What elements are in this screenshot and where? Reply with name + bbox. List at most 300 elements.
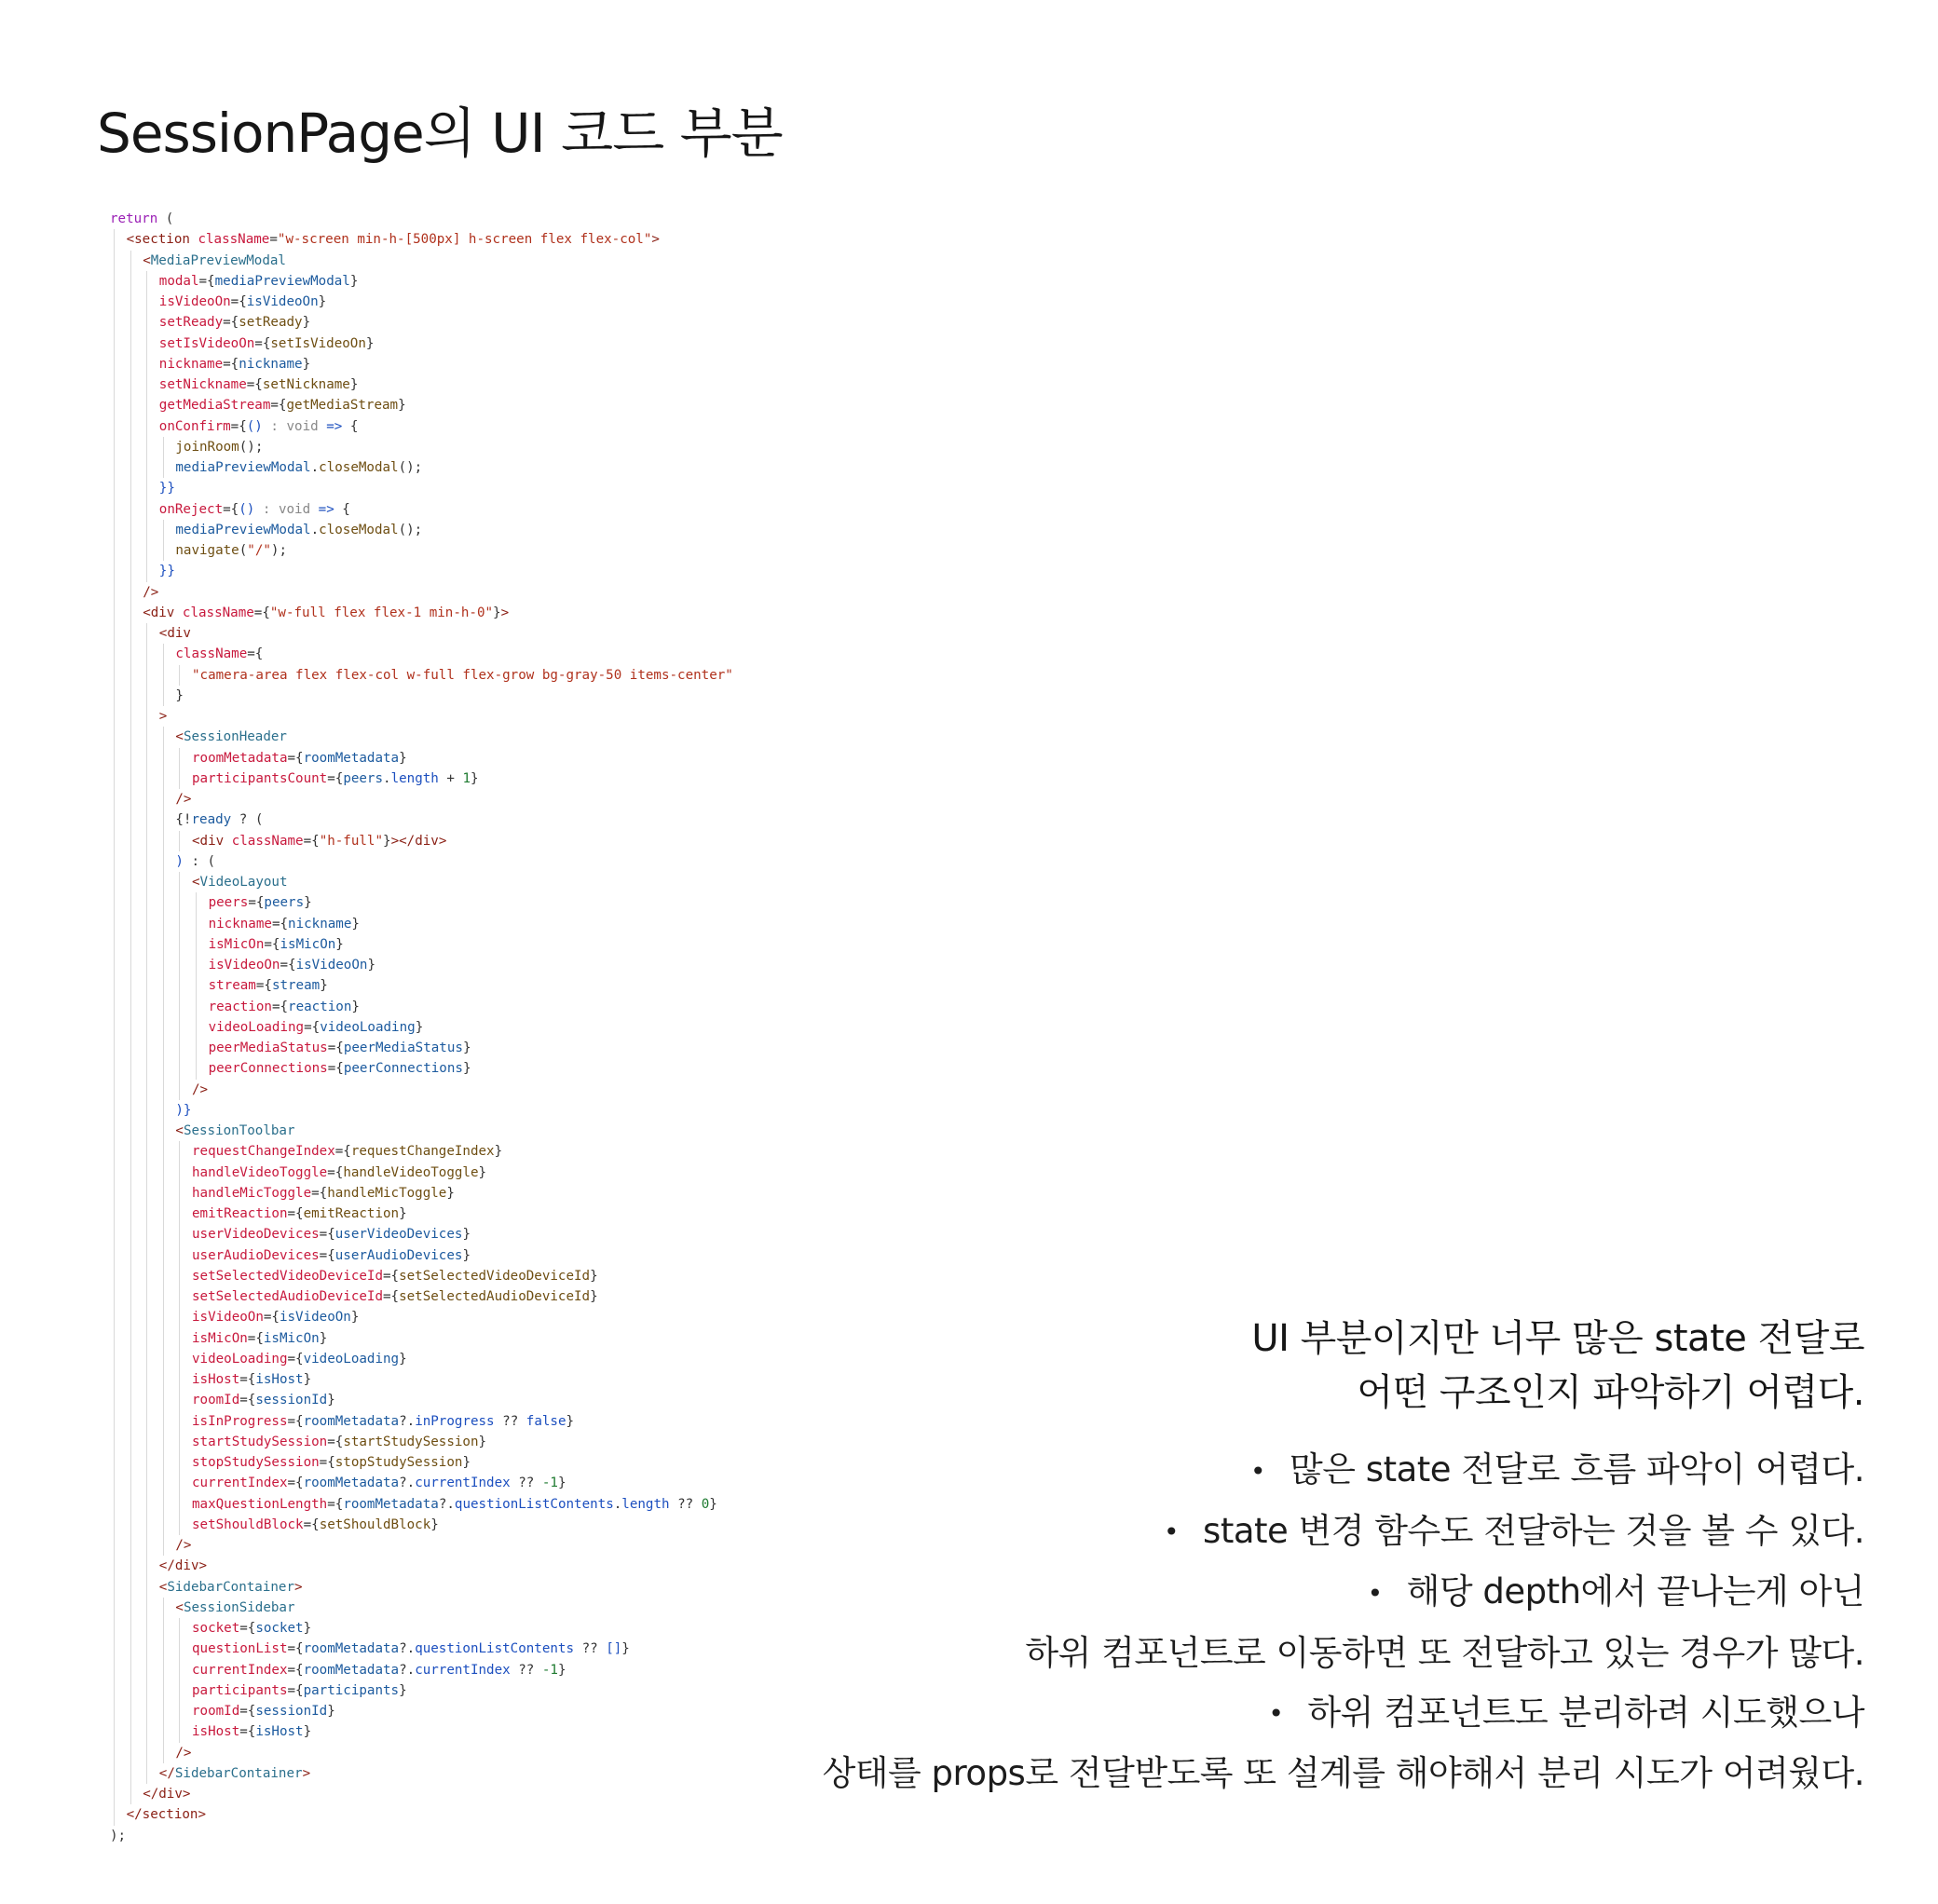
code-text	[209, 1058, 471, 1079]
indent-guide	[114, 934, 115, 955]
code-token: .	[310, 522, 320, 537]
code-token: ? (	[231, 812, 264, 828]
code-line	[110, 1826, 781, 1846]
code-token: false	[525, 1413, 566, 1429]
indent-guide	[114, 1183, 115, 1204]
indent-guide	[114, 499, 115, 520]
code-token: peerConnections	[208, 1061, 328, 1077]
indent-guide	[114, 457, 115, 478]
code-text	[110, 209, 173, 229]
indent-guide	[146, 789, 147, 809]
code-token: setShouldBlock	[192, 1516, 304, 1532]
code-token: }	[462, 1061, 471, 1077]
code-token: }	[367, 958, 375, 972]
code-token: }	[590, 1289, 598, 1304]
indent-guide	[146, 540, 147, 561]
code-text	[209, 997, 360, 1017]
code-token: ={	[327, 1061, 344, 1077]
bullet-text: 해당 depth에서 끝나는게 아닌	[1406, 1571, 1864, 1612]
indent-guide	[163, 1058, 164, 1079]
indent-guide	[114, 686, 115, 706]
indent-guide	[130, 374, 131, 395]
code-token: roomMetadata	[343, 1496, 439, 1512]
code-token: mediaPreviewModal	[175, 460, 311, 475]
code-text	[192, 1183, 455, 1204]
bullet-item	[653, 1683, 1864, 1745]
code-token: SidebarContainer	[167, 1579, 295, 1595]
code-text	[175, 727, 287, 747]
bullet-text: 많은 state 전달로 흐름 파악이 어렵다.	[1290, 1449, 1864, 1489]
indent-guide	[163, 1618, 164, 1639]
code-token: setSelectedVideoDeviceId	[399, 1268, 591, 1284]
code-line	[110, 623, 781, 644]
indent-guide	[146, 748, 147, 768]
indent-guide	[163, 1535, 164, 1556]
code-token: emitReaction	[303, 1206, 400, 1221]
code-token: className	[224, 833, 304, 849]
bullet-continuation	[653, 1624, 1864, 1683]
indent-guide	[163, 1369, 164, 1390]
indent-guide	[146, 499, 147, 520]
indent-guide	[114, 1390, 115, 1410]
code-token: isHost	[255, 1372, 304, 1387]
indent-guide	[163, 1494, 164, 1515]
code-token: ();	[398, 522, 423, 537]
indent-guide	[146, 1204, 147, 1224]
indent-guide	[163, 1080, 164, 1100]
code-text	[159, 312, 310, 333]
indent-guide	[130, 1556, 131, 1576]
code-line	[110, 1286, 781, 1307]
code-token: =>	[318, 501, 334, 517]
code-line	[110, 748, 781, 768]
code-text	[159, 271, 359, 292]
code-text	[159, 395, 406, 415]
code-token: ={	[230, 418, 247, 434]
code-token: }	[462, 1247, 471, 1263]
code-line	[110, 354, 781, 374]
code-token: reaction	[288, 999, 352, 1014]
code-token: joinRoom	[175, 439, 239, 455]
code-token: ()	[239, 501, 255, 517]
indent-guide	[146, 934, 147, 955]
code-token: sessionId	[255, 1393, 328, 1408]
code-token: ready	[191, 812, 232, 828]
indent-guide	[146, 892, 147, 913]
indent-guide	[130, 499, 131, 520]
indent-guide	[114, 1411, 115, 1432]
indent-guide	[163, 1411, 164, 1432]
bullet-item	[653, 1440, 1864, 1502]
code-token: nickname	[288, 916, 352, 932]
indent-guide	[163, 809, 164, 830]
code-token: questionListContents	[454, 1496, 614, 1512]
indent-guide	[114, 831, 115, 851]
code-token: </section>	[126, 1807, 207, 1823]
code-token: roomMetadata	[303, 1476, 400, 1491]
code-line	[110, 561, 781, 581]
code-token: setSelectedVideoDeviceId	[192, 1268, 383, 1284]
indent-guide	[130, 582, 131, 603]
indent-guide	[179, 1017, 180, 1038]
code-text	[209, 975, 328, 996]
code-text	[159, 1577, 303, 1598]
code-line	[110, 1204, 781, 1224]
indent-guide	[130, 1224, 131, 1244]
code-token: handleVideoToggle	[192, 1164, 328, 1180]
indent-guide	[130, 1266, 131, 1286]
code-token: roomMetadata	[303, 1413, 400, 1429]
code-text	[159, 1556, 207, 1576]
code-token: />	[192, 1081, 209, 1097]
code-token: className	[189, 232, 270, 248]
indent-guide	[130, 623, 131, 644]
indent-guide	[179, 955, 180, 975]
code-text	[127, 1804, 206, 1825]
code-token: peers	[343, 770, 384, 786]
code-text	[192, 1411, 574, 1432]
indent-guide	[114, 1017, 115, 1038]
code-token: }	[303, 1621, 312, 1636]
indent-guide	[179, 1141, 180, 1162]
code-line	[110, 520, 781, 540]
indent-guide	[130, 1328, 131, 1349]
code-token: +	[438, 770, 463, 786]
indent-guide	[114, 809, 115, 830]
indent-guide	[130, 1369, 131, 1390]
code-token: }	[478, 1164, 487, 1180]
indent-guide	[146, 1743, 147, 1763]
code-line	[110, 706, 781, 727]
code-token: ={	[334, 1144, 351, 1160]
indent-guide	[130, 1618, 131, 1639]
indent-guide	[179, 1038, 180, 1058]
indent-guide	[146, 1535, 147, 1556]
indent-guide	[130, 872, 131, 892]
code-token: }}	[158, 481, 175, 496]
code-token: ={	[254, 335, 271, 351]
code-line	[110, 1080, 781, 1100]
bullet-text: 하위 컴포넌트로 이동하면 또 전달하고 있는 경우가 많다.	[1025, 1632, 1864, 1673]
code-token: stream	[208, 978, 256, 994]
code-line	[110, 872, 781, 892]
indent-guide	[179, 1618, 180, 1639]
code-line	[110, 686, 781, 706]
indent-guide	[163, 520, 164, 540]
code-text	[192, 1432, 486, 1452]
code-token: MediaPreviewModal	[150, 252, 286, 268]
code-token: .	[613, 1496, 622, 1512]
indent-guide	[130, 644, 131, 664]
indent-guide	[146, 1349, 147, 1369]
code-token: />	[143, 584, 159, 600]
indent-guide	[114, 1224, 115, 1244]
code-token: VideoLayout	[199, 875, 288, 890]
indent-guide	[146, 1266, 147, 1286]
code-token: <	[158, 1579, 168, 1595]
code-token: }	[557, 1662, 566, 1678]
code-token: roomMetadata	[303, 1641, 400, 1657]
indent-guide	[130, 748, 131, 768]
indent-guide	[179, 1286, 180, 1307]
indent-guide	[130, 1390, 131, 1410]
code-text	[192, 1163, 486, 1183]
code-token: ={	[253, 605, 270, 620]
code-token: <	[175, 1123, 184, 1138]
code-token: startStudySession	[192, 1434, 328, 1449]
code-token: stream	[271, 978, 321, 994]
code-text	[192, 748, 407, 768]
code-token: ={	[247, 1330, 264, 1346]
code-token: className	[174, 605, 254, 620]
code-line	[110, 665, 781, 686]
indent-guide	[163, 914, 164, 934]
code-token: {	[342, 418, 359, 434]
code-line	[110, 1224, 781, 1244]
code-token: roomMetadata	[303, 750, 400, 766]
indent-guide	[130, 540, 131, 561]
indent-guide	[146, 1680, 147, 1701]
code-token: }	[335, 936, 344, 952]
code-token: ={	[287, 1662, 304, 1678]
indent-guide	[146, 395, 147, 415]
code-text	[192, 1618, 311, 1639]
indent-guide	[196, 1038, 197, 1058]
indent-guide	[114, 561, 115, 581]
code-text	[192, 1245, 471, 1266]
indent-guide	[146, 1494, 147, 1515]
bullet-text: 하위 컴포넌트도 분리하려 시도했으나	[1307, 1692, 1864, 1733]
code-text	[159, 333, 375, 354]
indent-guide	[130, 1784, 131, 1804]
code-text	[175, 520, 422, 540]
code-token: ={	[271, 916, 289, 932]
indent-guide	[114, 540, 115, 561]
code-text	[175, 1535, 191, 1556]
code-token: }	[350, 1310, 360, 1326]
indent-guide	[130, 1080, 131, 1100]
indent-guide	[114, 1141, 115, 1162]
indent-guide	[146, 1721, 147, 1742]
indent-guide	[163, 665, 164, 686]
code-text	[192, 665, 733, 686]
code-line	[110, 1058, 781, 1079]
indent-guide	[179, 1390, 180, 1410]
code-token: isHost	[192, 1372, 240, 1387]
indent-guide	[146, 1763, 147, 1784]
code-token: nickname	[239, 356, 303, 372]
indent-guide	[146, 1163, 147, 1183]
indent-guide	[146, 1432, 147, 1452]
code-token: }	[398, 398, 406, 414]
code-text	[143, 251, 286, 271]
code-token: mediaPreviewModal	[214, 273, 350, 289]
indent-guide	[130, 603, 131, 623]
code-token: socket	[255, 1621, 304, 1636]
code-token: );	[270, 543, 287, 558]
indent-guide	[179, 1680, 180, 1701]
code-token: 1	[462, 770, 471, 786]
indent-guide	[114, 1245, 115, 1266]
code-line	[110, 914, 781, 934]
code-text	[159, 478, 175, 498]
indent-guide	[130, 1515, 131, 1535]
code-token: );	[110, 1828, 127, 1843]
code-token: ={	[223, 501, 239, 517]
indent-guide	[130, 292, 131, 312]
indent-guide	[146, 768, 147, 789]
code-token: }	[494, 1144, 503, 1160]
code-token: }	[462, 1227, 471, 1243]
code-token: navigate	[175, 543, 239, 558]
code-text	[209, 934, 344, 955]
indent-guide	[114, 478, 115, 498]
code-text	[192, 872, 288, 892]
code-token: socket	[192, 1621, 240, 1636]
indent-guide	[196, 1017, 197, 1038]
indent-guide	[163, 1390, 164, 1410]
indent-guide	[114, 1473, 115, 1493]
indent-guide	[114, 1535, 115, 1556]
code-token: ={	[239, 1704, 256, 1719]
code-token: peerConnections	[343, 1061, 463, 1077]
indent-guide	[114, 955, 115, 975]
indent-guide	[130, 1473, 131, 1493]
code-token: </div>	[158, 1558, 208, 1574]
indent-guide	[114, 768, 115, 789]
indent-guide	[163, 1660, 164, 1680]
code-token: ();	[398, 460, 423, 475]
code-token: setNickname	[262, 377, 350, 392]
indent-guide	[114, 1432, 115, 1452]
indent-guide	[179, 1224, 180, 1244]
indent-guide	[163, 686, 164, 706]
code-token: }	[383, 833, 391, 849]
indent-guide	[163, 955, 164, 975]
code-token: )	[175, 853, 184, 869]
code-token: participantsCount	[192, 770, 328, 786]
code-token: <	[175, 1599, 184, 1615]
code-line	[110, 892, 781, 913]
indent-guide	[114, 1743, 115, 1763]
code-line	[110, 209, 781, 229]
code-token: }	[303, 1724, 312, 1740]
indent-guide	[179, 914, 180, 934]
code-token: (	[239, 543, 248, 558]
code-token: handleMicToggle	[192, 1185, 312, 1201]
indent-guide	[114, 914, 115, 934]
code-token: <	[192, 875, 200, 890]
code-line	[110, 540, 781, 561]
code-token: ={	[223, 315, 239, 331]
indent-guide	[114, 416, 115, 437]
indent-guide	[163, 1349, 164, 1369]
code-token: )}	[175, 1102, 192, 1118]
indent-guide	[146, 271, 147, 292]
indent-guide	[114, 872, 115, 892]
indent-guide	[130, 892, 131, 913]
indent-guide	[163, 1639, 164, 1659]
code-token: ={	[230, 294, 247, 309]
indent-guide	[130, 1058, 131, 1079]
code-token: ?.	[399, 1413, 416, 1429]
indent-guide	[163, 1183, 164, 1204]
indent-guide	[130, 437, 131, 457]
code-token: setShouldBlock	[319, 1516, 431, 1532]
indent-guide	[130, 1701, 131, 1721]
code-token: className	[175, 646, 248, 662]
indent-guide	[114, 1163, 115, 1183]
code-text	[175, 686, 184, 706]
indent-guide	[179, 872, 180, 892]
indent-guide	[146, 623, 147, 644]
indent-guide	[130, 1660, 131, 1680]
code-token: }	[349, 377, 359, 392]
code-token: >	[294, 1579, 303, 1595]
indent-guide	[130, 1598, 131, 1618]
indent-guide	[146, 831, 147, 851]
code-token: startStudySession	[343, 1434, 479, 1449]
code-text	[143, 1784, 190, 1804]
indent-guide	[130, 312, 131, 333]
code-line	[110, 499, 781, 520]
code-token: isVideoOn	[295, 958, 368, 972]
indent-guide	[146, 686, 147, 706]
indent-guide	[196, 934, 197, 955]
code-text	[192, 1204, 407, 1224]
code-token: getMediaStream	[158, 398, 271, 414]
indent-guide	[130, 1680, 131, 1701]
code-token: userAudioDevices	[334, 1247, 463, 1263]
code-token: }	[318, 294, 327, 309]
indent-guide	[146, 457, 147, 478]
indent-guide	[114, 1286, 115, 1307]
indent-guide	[130, 1411, 131, 1432]
indent-guide	[179, 1639, 180, 1659]
indent-guide	[179, 1369, 180, 1390]
code-text	[159, 561, 175, 581]
code-token: <div	[143, 605, 175, 620]
code-token: peerMediaStatus	[208, 1040, 328, 1055]
indent-guide	[114, 374, 115, 395]
indent-guide	[114, 1618, 115, 1639]
code-token: .	[310, 460, 320, 475]
indent-guide	[146, 1515, 147, 1535]
code-token: }	[175, 687, 184, 703]
code-text	[175, 851, 215, 872]
indent-guide	[163, 727, 164, 747]
indent-guide	[179, 1473, 180, 1493]
indent-guide	[179, 1328, 180, 1349]
indent-guide	[146, 1080, 147, 1100]
indent-guide	[130, 520, 131, 540]
code-token: userVideoDevices	[334, 1227, 463, 1243]
code-token: isVideoOn	[192, 1310, 264, 1326]
code-line	[110, 457, 781, 478]
code-token: ={	[287, 1641, 304, 1657]
code-token: isMicOn	[208, 936, 265, 952]
code-line	[110, 312, 781, 333]
code-token: ={	[327, 1164, 344, 1180]
code-token: isMicOn	[280, 936, 336, 952]
code-token: "h-full"	[319, 833, 384, 849]
code-token: userVideoDevices	[192, 1227, 320, 1243]
indent-guide	[163, 1141, 164, 1162]
indent-guide	[114, 1577, 115, 1598]
indent-guide	[163, 892, 164, 913]
code-token: isVideoOn	[246, 294, 319, 309]
code-token: isVideoOn	[208, 958, 280, 972]
